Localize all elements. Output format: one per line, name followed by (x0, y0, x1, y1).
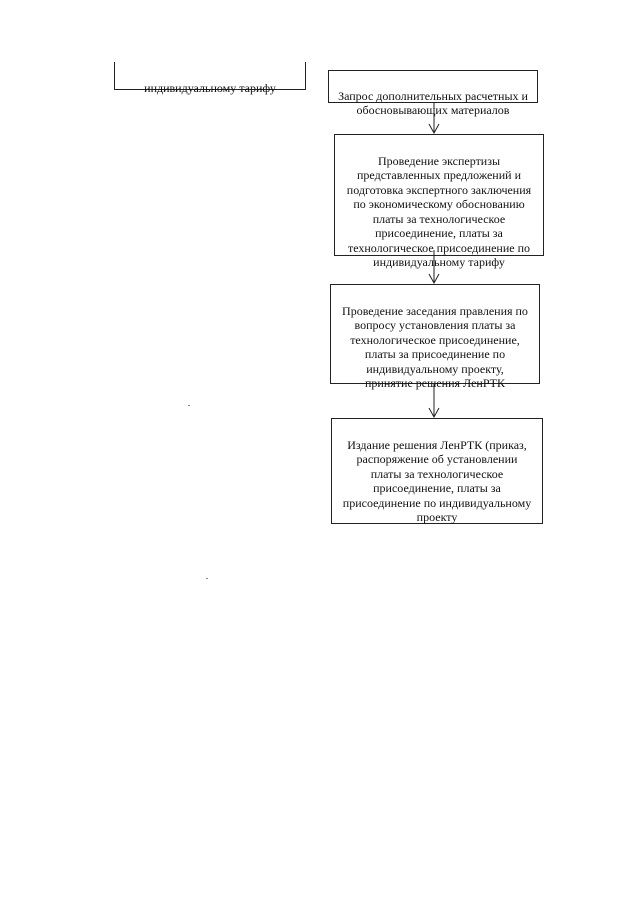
step-board-meeting-text: Проведение заседания правления по вопросу установления платы за технологическое присоединение, платы за присоединение по индивидуальному проекту, принятие решения ЛенРТК (342, 303, 528, 390)
scan-speck (188, 405, 190, 406)
step-issue-decision-box (331, 418, 543, 524)
step-expertise-box (334, 134, 544, 269)
arrow-head-1 (429, 124, 439, 133)
step-board-meeting-box (330, 284, 540, 390)
step-request-materials-box (328, 70, 538, 117)
arrow-head-3 (429, 408, 439, 417)
scan-speck (206, 578, 208, 579)
top-left-fragment-box (114, 62, 306, 95)
top-left-fragment-text: индивидуальному тарифу (144, 80, 276, 95)
step-expertise-text: Проведение экспертизы представленных предложений и подготовка экспертного заключения по экономическому обоснованию платы за технологическое присоединение, платы за технологическое присоединение по индивидуальному тарифу (346, 153, 532, 269)
step-request-materials-text: Запрос дополнительных расчетных и обосновывающих материалов (338, 88, 528, 117)
arrow-head-2 (429, 274, 439, 283)
step-issue-decision-text: Издание решения ЛенРТК (приказ, распоряжение об установлении платы за технологическое присоединение, платы за присоединение по индивидуальному проекту (342, 437, 532, 524)
